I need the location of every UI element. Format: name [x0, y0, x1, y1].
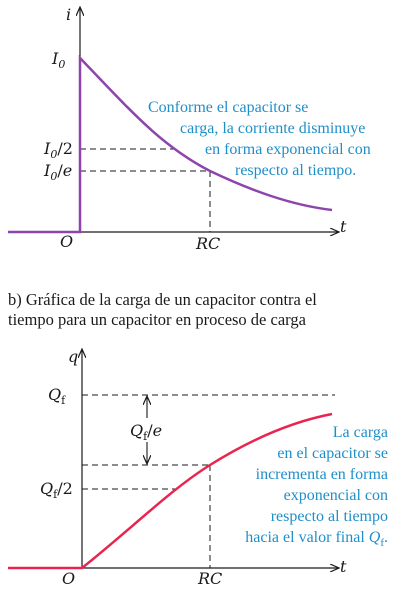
tick-qf: $Q_f$	[48, 385, 66, 407]
current-note-line-1: Conforme el capacitor se	[148, 99, 309, 116]
charge-origin-label: O	[62, 569, 76, 588]
charge-note-line-1: La carga	[332, 424, 388, 441]
tick-i0-half: $I_0/2$	[44, 139, 73, 161]
charge-y-axis-label: q	[68, 347, 79, 366]
charge-x-axis-label: t	[340, 557, 347, 576]
caption-line-1: b) Gráfica de la carga de un capacitor contra el	[8, 290, 317, 309]
charge-note-line-4: exponencial con	[283, 487, 388, 504]
charge-note-line-5: respecto al tiempo	[270, 508, 388, 525]
current-y-axis-label: i	[66, 5, 72, 24]
tick-i0-e: $I_0/e$	[44, 161, 73, 183]
tick-qf-half: $Q_f/2$	[40, 479, 73, 501]
charge-note-line-3: incrementa en forma	[255, 466, 388, 483]
current-note-line-4: respecto al tiempo.	[235, 162, 357, 179]
gap-label-qf-e: $Q_f/e$	[130, 421, 163, 443]
current-rc-tick: RC	[196, 234, 221, 253]
current-origin-label: O	[60, 232, 74, 251]
current-note-line-3: en forma exponencial con	[205, 141, 371, 158]
caption-line-2: tiempo para un capacitor en proceso de carga	[8, 310, 306, 329]
charge-note-line-6: hacia el valor final $Q_f$.	[245, 529, 388, 549]
tick-i0: $I_0$	[52, 49, 66, 71]
current-note-line-2: carga, la corriente disminuye	[180, 120, 366, 137]
charge-note-line-2: en el capacitor se	[277, 445, 388, 462]
current-x-axis-label: t	[340, 217, 347, 236]
charge-graph-caption	[8, 290, 317, 329]
charge-rc-tick: RC	[198, 569, 223, 588]
current-graph	[8, 5, 371, 253]
charge-graph	[8, 347, 388, 588]
